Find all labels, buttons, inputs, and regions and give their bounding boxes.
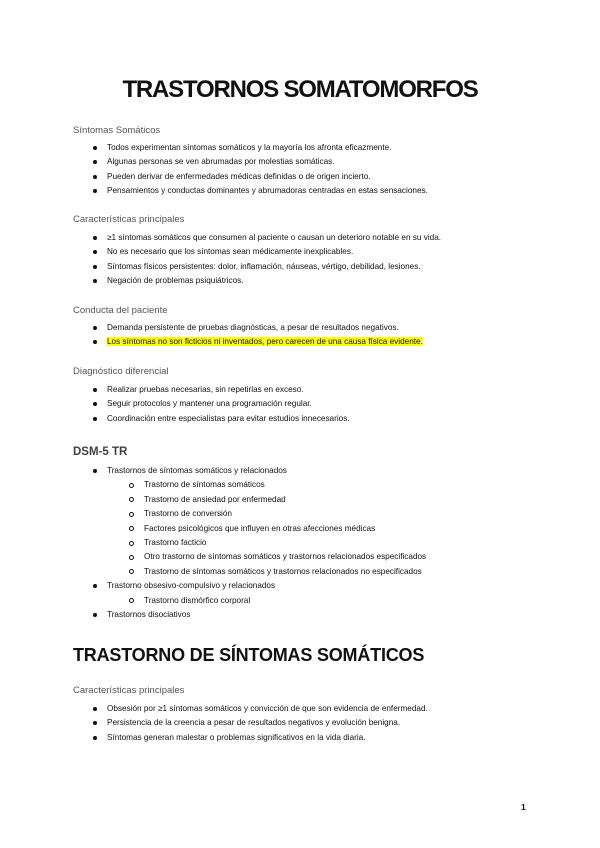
list-item: Pensamientos y conductas dominantes y abrumadoras centradas en estas sensaciones. xyxy=(73,184,428,198)
list-item: Coordinación entre especialistas para evitar estudios innecesarios. xyxy=(73,412,350,426)
dsm-heading: DSM-5 TR xyxy=(73,446,128,458)
list-item: Persistencia de la creencia a pesar de resultados negativos y evolución benigna. xyxy=(73,716,428,730)
list-item: Trastornos disociativos xyxy=(73,608,426,622)
list-subitem: Trastorno de conversión xyxy=(73,507,426,521)
list-subitem: Trastorno facticio xyxy=(73,536,426,550)
list-item: Pueden derivar de enfermedades médicas definidas o de origen incierto. xyxy=(73,170,428,184)
section-heading-tss: TRASTORNO DE SÍNTOMAS SOMÁTICOS xyxy=(73,645,425,665)
list-subitem: Trastorno de síntomas somáticos y trastornos relacionados no especificados xyxy=(73,565,426,579)
list-caracteristicas xyxy=(73,231,441,289)
section-label-caracteristicas: Características principales xyxy=(73,214,185,225)
list-item: Realizar pruebas necesarias, sin repetirlas en exceso. xyxy=(73,383,350,397)
page-number: 1 xyxy=(521,802,526,812)
list-diagnostico xyxy=(73,383,350,426)
list-item: Síntomas físicos persistentes: dolor, inflamación, náuseas, vértigo, debilidad, lesiones. xyxy=(73,260,441,274)
document-title: TRASTORNOS SOMATOMORFOS xyxy=(122,76,478,103)
list-item: Todos experimentan síntomas somáticos y la mayoría los afronta eficazmente. xyxy=(73,141,428,155)
list-item: ≥1 síntomas somáticos que consumen al paciente o causan un deterioro notable en su vida. xyxy=(73,231,441,245)
list-subitem: Factores psicológicos que influyen en otras afecciones médicas xyxy=(73,522,426,536)
list-item: Demanda persistente de pruebas diagnósticas, a pesar de resultados negativos. xyxy=(73,321,423,335)
highlighted-text: Los síntomas no son ficticios ni inventados, pero carecen de una causa física evidente. xyxy=(107,337,423,347)
list-tss xyxy=(73,702,428,745)
list-sintomas-somaticos xyxy=(73,141,428,199)
section-label-diagnostico: Diagnóstico diferencial xyxy=(73,366,169,377)
list-dsm xyxy=(73,464,426,622)
section-label-sintomas-somaticos: Síntomas Somáticos xyxy=(73,125,161,136)
list-subitem: Trastorno dismórfico corporal xyxy=(73,594,426,608)
list-item: Obsesión por ≥1 síntomas somáticos y convicción de que son evidencia de enfermedad. xyxy=(73,702,428,716)
list-conducta xyxy=(73,321,423,350)
list-item: Negación de problemas psiquiátricos. xyxy=(73,274,441,288)
list-subitem: Otro trastorno de síntomas somáticos y trastornos relacionados especificados xyxy=(73,550,426,564)
list-item: Trastorno obsesivo-compulsivo y relacionados xyxy=(73,579,426,593)
list-item: No es necesario que los síntomas sean médicamente inexplicables. xyxy=(73,245,441,259)
list-item-highlighted xyxy=(73,335,423,349)
list-item: Trastornos de síntomas somáticos y relacionados xyxy=(73,464,426,478)
section-label-conducta: Conducta del paciente xyxy=(73,305,168,316)
section-label-tss-caracteristicas: Características principales xyxy=(73,685,185,696)
list-item: Algunas personas se ven abrumadas por molestias somáticas. xyxy=(73,155,428,169)
list-item: Seguir protocolos y mantener una programación regular. xyxy=(73,397,350,411)
list-subitem: Trastorno de síntomas somáticos xyxy=(73,478,426,492)
list-item: Síntomas generan malestar o problemas significativos en la vida diaria. xyxy=(73,731,428,745)
list-subitem: Trastorno de ansiedad por enfermedad xyxy=(73,493,426,507)
